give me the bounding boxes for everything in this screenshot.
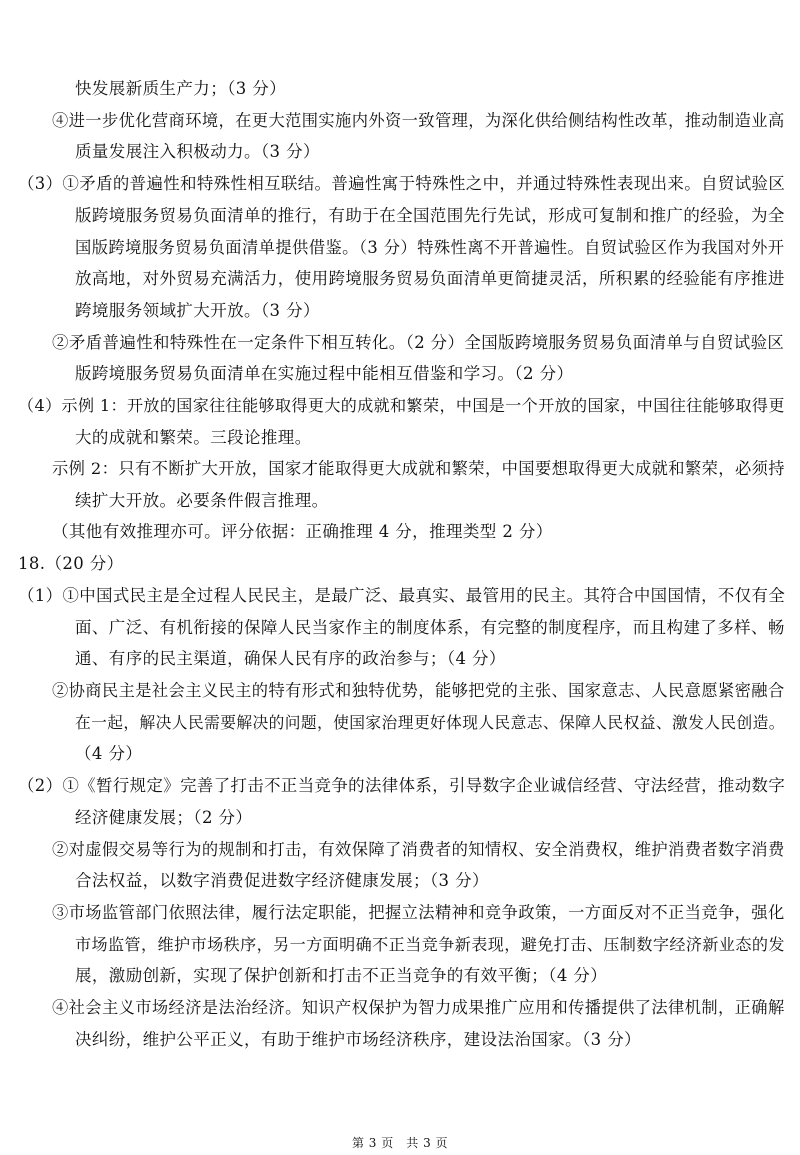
text-line: （4 分） [75,744,143,763]
text-line: 版跨境服务贸易负面清单在实施过程中能相互借鉴和学习。（2 分） [75,364,574,383]
text-line: ④社会主义市场经济是法治经济。知识产权保护为智力成果推广应用和传播提供了法律机制，正确解 [52,998,785,1017]
text-line: ④进一步优化营商环境，在更大范围实施内外资一致管理，为深化供给侧结构性改革，推动制造业高 [52,111,785,130]
text-line: 通、有序的民主渠道，确保人民有序的政治参与；（4 分） [75,649,506,668]
text-line: 快发展新质生产力；（3 分） [75,79,287,98]
text-line: 决纠纷，维护公平正义，有助于维护市场经济秩序，建设法治国家。（3 分） [75,1030,641,1049]
text-line: 质量发展注入积极动力。（3 分） [75,142,320,161]
text-line: ③市场监管部门依照法律，履行法定职能，把握立法精神和竞争政策，一方面反对不正当竞争，强化 [52,903,785,922]
text-line: 大的成就和繁荣。三段论推理。 [75,428,312,447]
text-line: （3）①矛盾的普遍性和特殊性相互联结。普遍性寓于特殊性之中，并通过特殊性表现出来。自贸试验区 [18,174,786,193]
text-line: 国版跨境服务贸易负面清单提供借鉴。（3 分）特殊性离不开普遍性。自贸试验区作为我国对外开 [75,238,785,257]
text-line: 经济健康发展；（2 分） [75,808,253,827]
text-line: 放高地，对外贸易充满活力，使用跨境服务贸易负面清单更简捷灵活，所积累的经验能有序推进 [75,269,785,288]
text-line: ②对虚假交易等行为的规制和打击，有效保障了消费者的知情权、安全消费权，维护消费者数字消费 [52,840,785,859]
text-line: 展，激励创新，实现了保护创新和打击不正当竞争的有效平衡；（4 分） [75,966,608,985]
text-line: 续扩大开放。必要条件假言推理。 [75,491,329,510]
text-line: 示例 2：只有不断扩大开放，国家才能取得更大成就和繁荣，中国要想取得更大成就和繁荣，必须持 [52,459,785,478]
question-heading: 18.（20 分） [18,554,124,573]
text-line: （1）①中国式民主是全过程人民民主，是最广泛、最真实、最管用的民主。其符合中国国情，不仅有全 [18,586,786,605]
text-line: （2）①《暂行规定》完善了打击不正当竞争的法律体系，引导数字企业诚信经营、守法经营，推动数字 [18,776,786,795]
text-line: 市场监管，维护市场秩序，另一方面明确不正当竞争新表现，避免打击、压制数字经济新业态的发 [75,935,785,954]
text-line: （4）示例 1：开放的国家往往能够取得更大的成就和繁荣，中国是一个开放的国家，中国往往能够取得更 [18,396,785,415]
text-line: ②矛盾普遍性和特殊性在一定条件下相互转化。（2 分）全国版跨境服务贸易负面清单与自贸试验区 [52,333,785,352]
text-line: ②协商民主是社会主义民主的特有形式和独特优势，能够把党的主张、国家意志、人民意愿紧密融合 [52,681,785,700]
text-line: 面、广泛、有机衔接的保障人民当家作主的制度体系，有完整的制度程序，而且构建了多样、畅 [75,618,785,637]
text-line: 在一起，解决人民需要解决的问题，使国家治理更好体现人民意志、保障人民权益、激发人民创造。 [75,713,785,732]
text-line: （其他有效推理亦可。评分依据：正确推理 4 分，推理类型 2 分） [52,522,553,541]
text-line: 跨境服务领域扩大开放。（3 分） [75,301,320,320]
text-line: 合法权益，以数字消费促进数字经济健康发展；（3 分） [75,871,489,890]
text-line: 版跨境服务贸易负面清单的推行，有助于在全国范围先行先试，形成可复制和推广的经验，为全 [75,206,785,225]
page-footer: 第 3 页 共 3 页 [351,1136,449,1150]
